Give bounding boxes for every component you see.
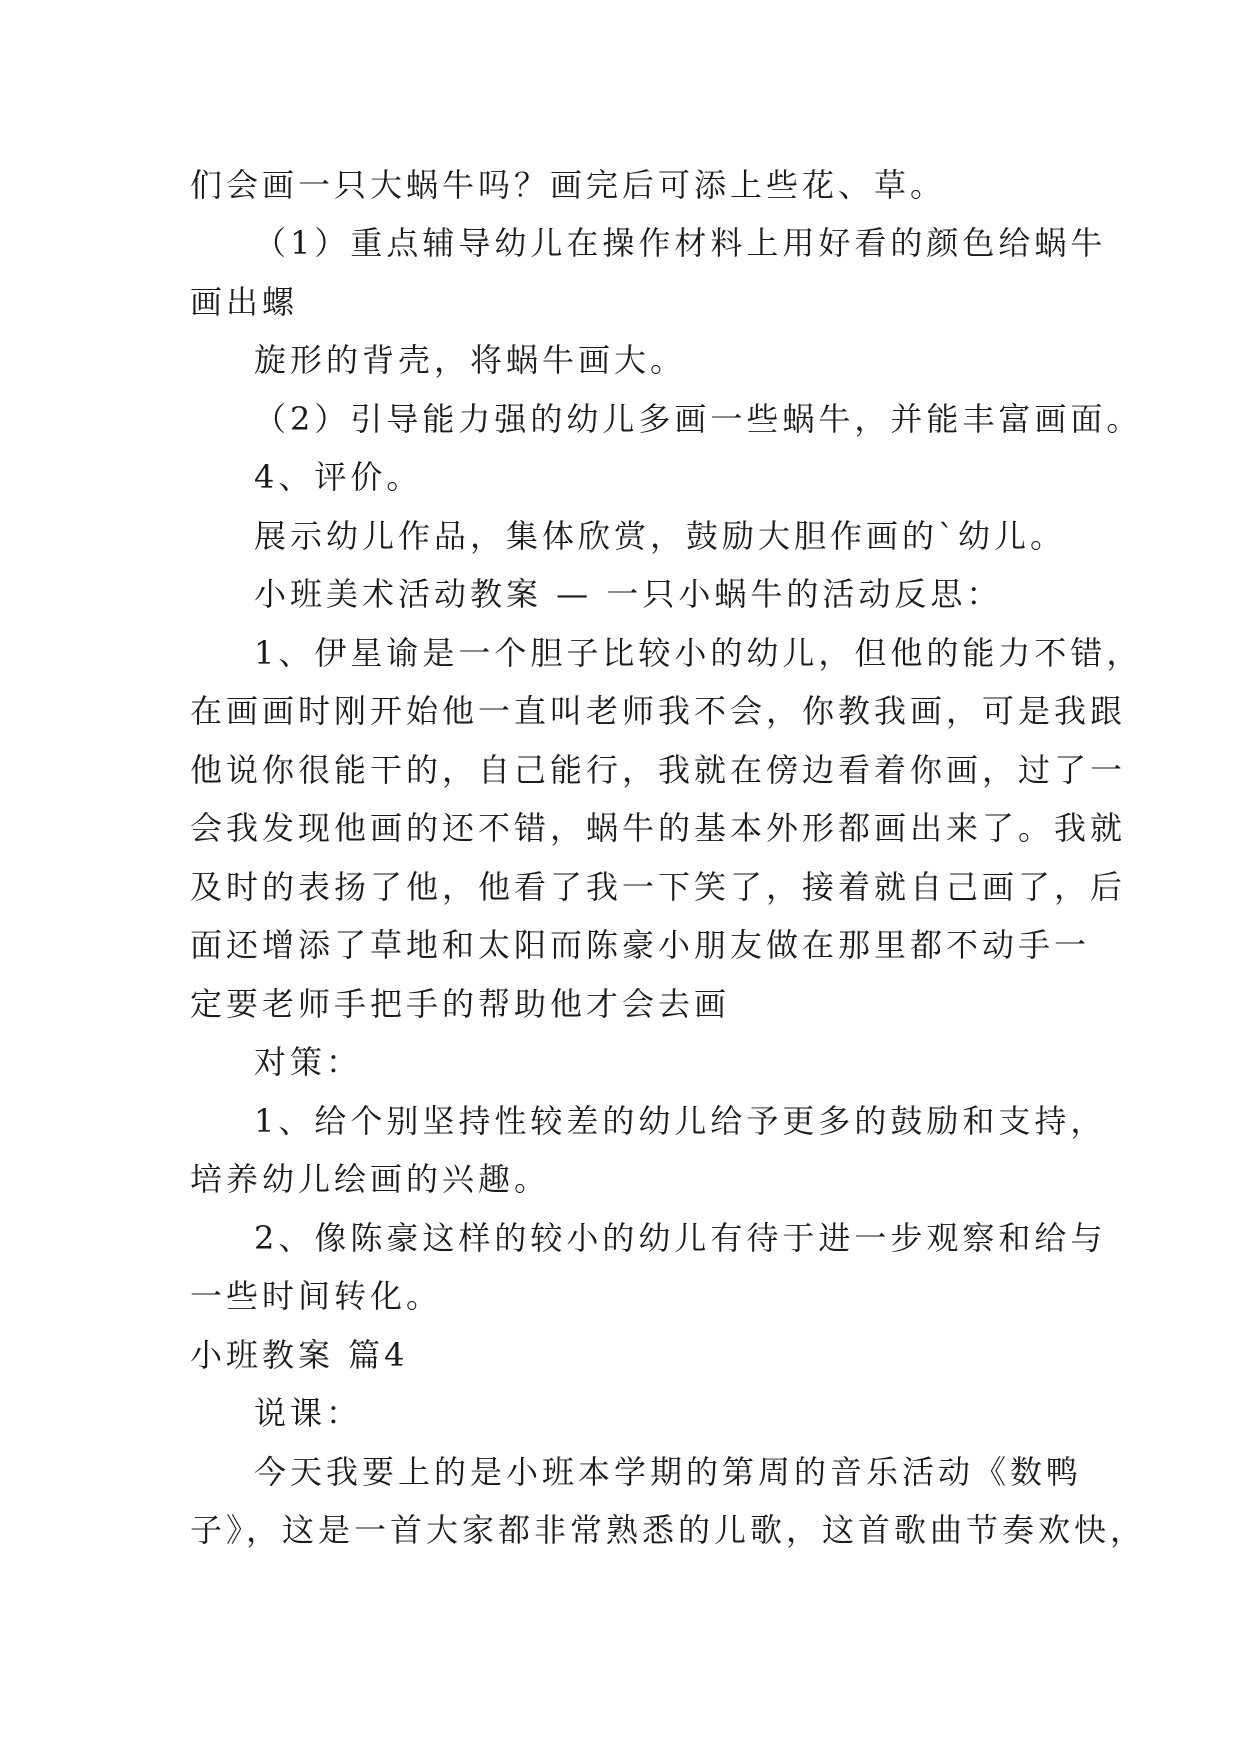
text-line-5: （2）引导能力强的幼儿多画一些蜗牛，并能丰富画面。 xyxy=(254,400,1143,438)
text-line-9: 1、伊星谕是一个胆子比较小的幼儿，但他的能力不错， xyxy=(254,634,1143,672)
text-line-22: 说课： xyxy=(254,1394,363,1432)
text-line-7: 展示幼儿作品，集体欣赏，鼓励大胆作画的`幼儿。 xyxy=(254,517,1067,555)
text-line-14: 面还增添了草地和太阳而陈豪小朋友做在那里都不动手一 xyxy=(190,926,1091,964)
text-line-3: 画出螺 xyxy=(190,283,299,321)
text-line-15: 定要老师手把手的帮助他才会去画 xyxy=(190,985,731,1023)
text-line-23: 今天我要上的是小班本学期的第周的音乐活动《数鸭 xyxy=(254,1453,1083,1491)
text-line-24: 子》，这是一首大家都非常熟悉的儿歌，这首歌曲节奏欢快， xyxy=(190,1511,1147,1549)
text-line-2: （1）重点辅导幼儿在操作材料上用好看的颜色给蜗牛 xyxy=(254,224,1107,262)
text-line-20: 一些时间转化。 xyxy=(190,1277,443,1315)
text-line-19: 2、像陈豪这样的较小的幼儿有待于进一步观察和给与 xyxy=(254,1219,1107,1257)
text-line-4: 旋形的背壳，将蜗牛画大。 xyxy=(254,341,687,379)
text-line-10: 在画画时刚开始他一直叫老师我不会，你教我画，可是我跟 xyxy=(190,692,1127,730)
text-line-18: 培养幼儿绘画的兴趣。 xyxy=(190,1160,551,1198)
text-line-13: 及时的表扬了他，他看了我一下笑了，接着就自己画了，后 xyxy=(190,868,1127,906)
text-line-8: 小班美术活动教案 — 一只小蜗牛的活动反思： xyxy=(254,575,1003,613)
text-line-1: 们会画一只大蜗牛吗？画完后可添上些花、草。 xyxy=(190,166,947,204)
section-heading: 小班教案 篇4 xyxy=(190,1336,409,1374)
text-line-17: 1、给个别坚持性较差的幼儿给予更多的鼓励和支持， xyxy=(254,1102,1107,1140)
text-line-16: 对策： xyxy=(254,1043,363,1081)
text-line-11: 他说你很能干的，自己能行，我就在傍边看着你画，过了一 xyxy=(190,751,1127,789)
text-line-6: 4、评价。 xyxy=(254,458,423,496)
text-line-12: 会我发现他画的还不错，蜗牛的基本外形都画出来了。我就 xyxy=(190,809,1127,847)
